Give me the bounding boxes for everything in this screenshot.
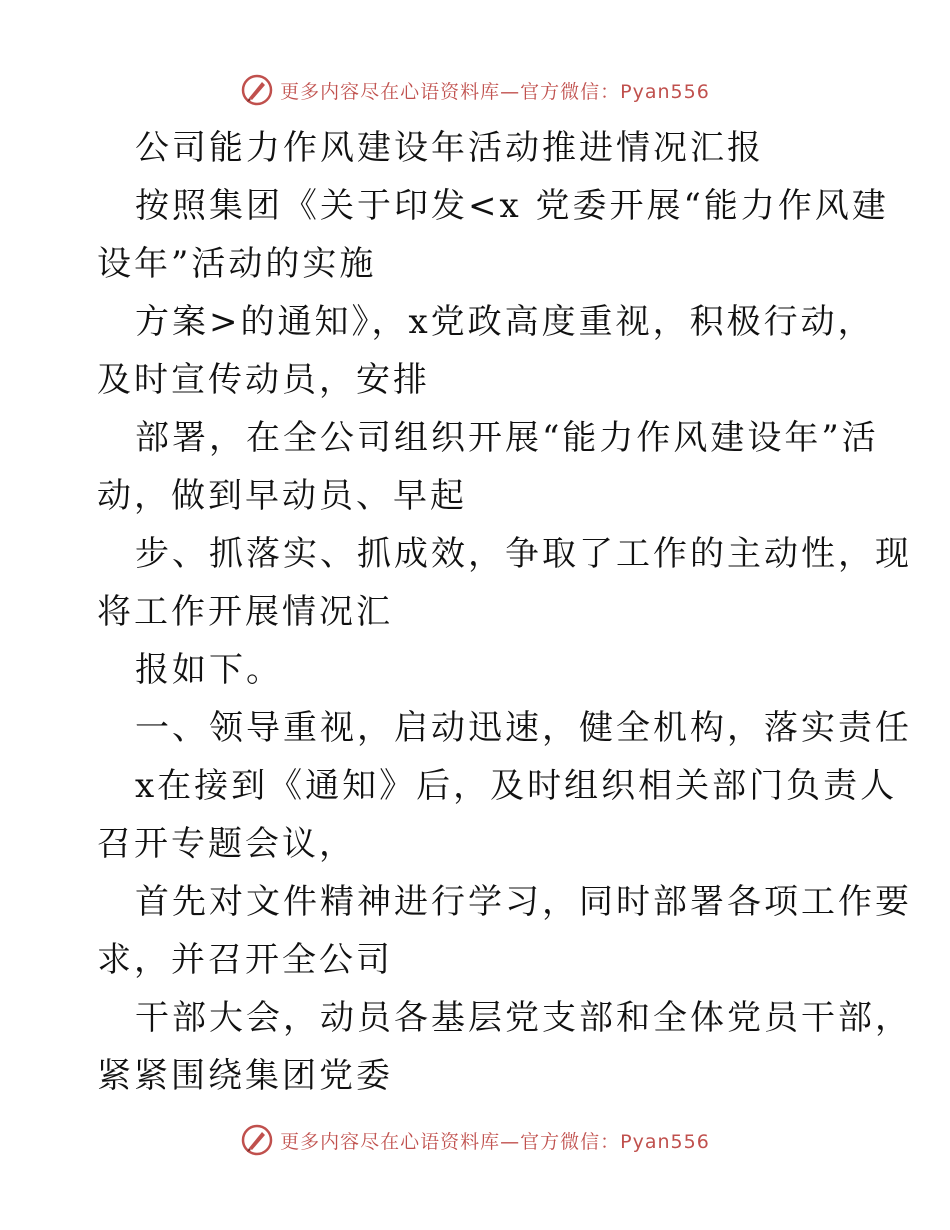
paragraph-line: 报如下。 <box>135 650 283 690</box>
section-heading: 一、领导重视，启动迅速，健全机构，落实责任 <box>135 708 912 748</box>
paragraph-line: 按照集团《关于印发<x 党委开展“能力作风建 <box>135 186 889 226</box>
document-title: 公司能力作风建设年活动推进情况汇报 <box>135 128 764 168</box>
paragraph-line: 方案>的通知》，x党政高度重视，积极行动， <box>135 302 875 342</box>
paragraph-line: x在接到《通知》后，及时组织相关部门负责人 <box>135 766 898 806</box>
paragraph-line: 步、抓落实、抓成效，争取了工作的主动性，现 <box>135 534 912 574</box>
paragraph-line: 动，做到早动员、早起 <box>97 476 467 516</box>
paragraph-line: 设年”活动的实施 <box>97 244 377 284</box>
paragraph-line: 干部大会，动员各基层党支部和全体党员干部， <box>135 998 912 1038</box>
quill-pen-logo-icon <box>240 1123 274 1157</box>
paragraph-line: 召开专题会议， <box>97 824 356 864</box>
quill-pen-logo-icon <box>240 73 274 107</box>
paragraph-line: 及时宣传动员，安排 <box>97 360 430 400</box>
paragraph-line: 求，并召开全公司 <box>97 940 393 980</box>
paragraph-line: 紧紧围绕集团党委 <box>97 1056 393 1096</box>
paragraph-line: 将工作开展情况汇 <box>97 592 393 632</box>
paragraph-line: 首先对文件精神进行学习，同时部署各项工作要 <box>135 882 912 922</box>
paragraph-line: 部署，在全公司组织开展“能力作风建设年”活 <box>135 418 879 458</box>
footer-banner-text: 更多内容尽在心语资料库—官方微信：Pyan556 <box>280 1130 710 1153</box>
header-banner-text: 更多内容尽在心语资料库—官方微信：Pyan556 <box>280 80 710 103</box>
header-banner <box>0 70 950 110</box>
footer-banner <box>0 1120 950 1160</box>
